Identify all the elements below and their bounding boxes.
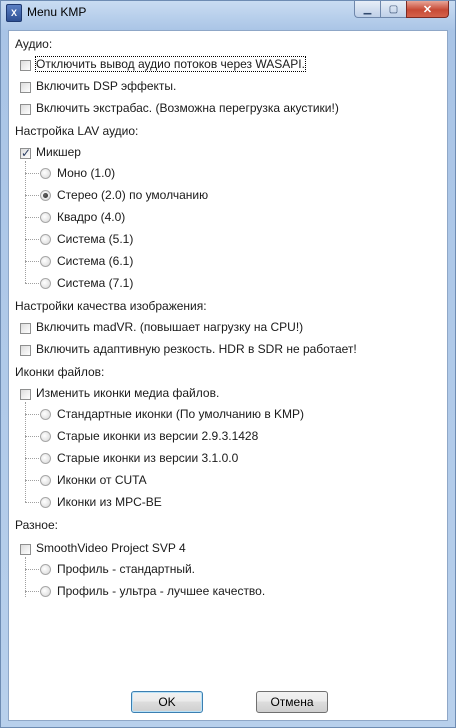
checkbox-label[interactable]: Включить DSP эффекты. bbox=[36, 79, 177, 93]
radio-label[interactable]: Старые иконки из версии 2.9.3.1428 bbox=[57, 429, 259, 443]
checkbox-svp[interactable] bbox=[20, 544, 31, 555]
maximize-button[interactable] bbox=[380, 1, 406, 18]
tree-line bbox=[25, 261, 39, 262]
checkbox-mixer[interactable] bbox=[20, 148, 31, 159]
tree-line bbox=[25, 173, 39, 174]
minimize-button[interactable] bbox=[354, 1, 380, 18]
section-quality-heading: Настройки качества изображения: bbox=[15, 299, 207, 313]
radio-label[interactable]: Квадро (4.0) bbox=[57, 210, 126, 224]
tree-line bbox=[25, 458, 39, 459]
section-lav-heading: Настройка LAV аудио: bbox=[15, 124, 139, 138]
close-button[interactable] bbox=[406, 1, 449, 18]
ok-button[interactable]: OK bbox=[131, 691, 203, 713]
tree-line bbox=[25, 591, 39, 592]
checkbox-extrabass[interactable] bbox=[20, 104, 31, 115]
maximize-icon: ▢ bbox=[388, 3, 399, 15]
radio-profile-ultra[interactable] bbox=[40, 586, 51, 597]
checkbox-disable-wasapi[interactable] bbox=[20, 60, 31, 71]
radio-icons-mpc-be[interactable] bbox=[40, 497, 51, 508]
tree-line bbox=[25, 502, 39, 503]
radio-label[interactable]: Профиль - ультра - лучшее качество. bbox=[57, 584, 266, 598]
app-icon: X bbox=[6, 4, 22, 22]
tree-line bbox=[25, 402, 26, 502]
radio-label[interactable]: Моно (1.0) bbox=[57, 166, 116, 180]
tree-line bbox=[25, 161, 26, 283]
radio-system-6-1[interactable] bbox=[40, 256, 51, 267]
radio-profile-standard[interactable] bbox=[40, 564, 51, 575]
tree-line bbox=[25, 239, 39, 240]
radio-system-7-1[interactable] bbox=[40, 278, 51, 289]
radio-label[interactable]: Иконки от CUTA bbox=[57, 473, 147, 487]
radio-label[interactable]: Стандартные иконки (По умолчанию в KMP) bbox=[57, 407, 305, 421]
radio-label[interactable]: Стерео (2.0) по умолчанию bbox=[57, 188, 209, 202]
tree-line bbox=[25, 414, 39, 415]
checkbox-label[interactable]: Включить адаптивную резкость. HDR в SDR не работает! bbox=[36, 342, 357, 356]
checkbox-label[interactable]: Включить экстрабас. (Возможна перегрузка акустики!) bbox=[36, 101, 339, 115]
title-bar[interactable] bbox=[1, 1, 455, 23]
checkbox-label[interactable]: SmoothVideo Project SVP 4 bbox=[36, 541, 186, 555]
checkbox-label[interactable]: Отключить вывод аудио потоков через WASAPI. bbox=[36, 57, 305, 71]
tree-line bbox=[25, 217, 39, 218]
tree-line bbox=[25, 195, 39, 196]
checkbox-change-icons[interactable] bbox=[20, 389, 31, 400]
radio-icons-2-9-3[interactable] bbox=[40, 431, 51, 442]
tree-line bbox=[25, 283, 39, 284]
radio-label[interactable]: Система (6.1) bbox=[57, 254, 134, 268]
checkbox-label[interactable]: Микшер bbox=[36, 145, 81, 159]
radio-label[interactable]: Система (5.1) bbox=[57, 232, 134, 246]
radio-label[interactable]: Иконки из MPC-BE bbox=[57, 495, 162, 509]
radio-system-5-1[interactable] bbox=[40, 234, 51, 245]
minimize-icon: ▁ bbox=[363, 3, 372, 15]
window-title: Menu KMP bbox=[27, 5, 87, 19]
tree-line bbox=[25, 436, 39, 437]
section-audio-heading: Аудио: bbox=[15, 37, 53, 51]
radio-icons-cuta[interactable] bbox=[40, 475, 51, 486]
radio-label[interactable]: Профиль - стандартный. bbox=[57, 562, 195, 576]
section-icons-heading: Иконки файлов: bbox=[15, 365, 105, 379]
radio-label[interactable]: Старые иконки из версии 3.1.0.0 bbox=[57, 451, 239, 465]
close-icon: ✕ bbox=[422, 3, 433, 16]
checkbox-label[interactable]: Включить madVR. (повышает нагрузку на CPU!) bbox=[36, 320, 304, 334]
caption-buttons bbox=[354, 1, 449, 19]
tree-line bbox=[25, 569, 39, 570]
checkbox-dsp-effects[interactable] bbox=[20, 82, 31, 93]
radio-stereo[interactable] bbox=[40, 190, 51, 201]
radio-mono[interactable] bbox=[40, 168, 51, 179]
checkbox-label[interactable]: Изменить иконки медиа файлов. bbox=[36, 386, 220, 400]
radio-label[interactable]: Система (7.1) bbox=[57, 276, 134, 290]
cancel-button[interactable]: Отмена bbox=[256, 691, 328, 713]
radio-quadro[interactable] bbox=[40, 212, 51, 223]
section-misc-heading: Разное: bbox=[15, 518, 58, 532]
checkbox-adaptive-sharpness[interactable] bbox=[20, 345, 31, 356]
radio-icons-3-1-0[interactable] bbox=[40, 453, 51, 464]
checkbox-madvr[interactable] bbox=[20, 323, 31, 334]
dialog-content bbox=[8, 30, 448, 721]
radio-icons-standard[interactable] bbox=[40, 409, 51, 420]
tree-line bbox=[25, 480, 39, 481]
